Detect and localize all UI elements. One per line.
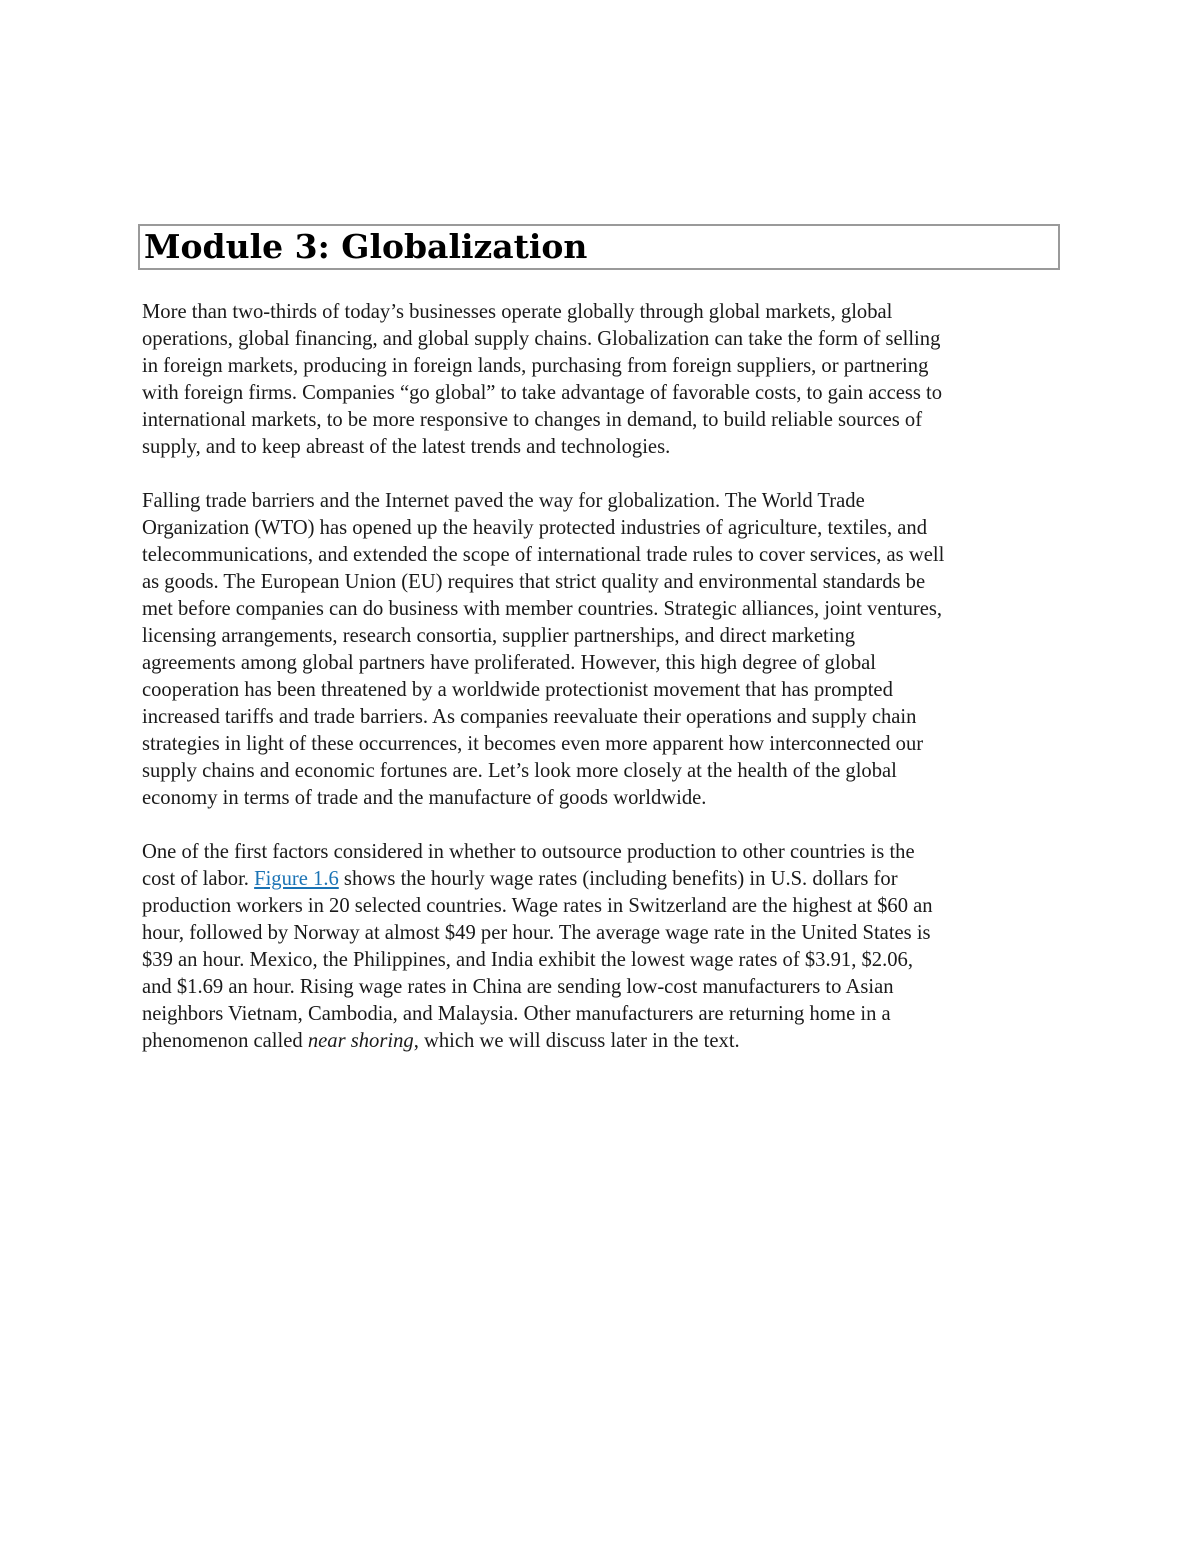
text-line: More than two-thirds of today’s businesses operate globally through global markets, global <box>142 301 893 323</box>
title-box <box>138 224 1060 270</box>
text-line: cooperation has been threatened by a worldwide protectionist movement that has prompted <box>142 679 893 701</box>
text-line: supply chains and economic fortunes are. Let’s look more closely at the health of the global <box>142 760 897 782</box>
text-line <box>142 1028 1062 1055</box>
text-line: economy in terms of trade and the manufacture of goods worldwide. <box>142 787 707 809</box>
paragraph-labor-cost <box>142 839 1062 1055</box>
text-line: production workers in 20 selected countries. Wage rates in Switzerland are the highest at $60 an <box>142 895 933 917</box>
text-fragment: , which we will discuss later in the text. <box>413 1030 740 1052</box>
text-line: and $1.69 an hour. Rising wage rates in China are sending low-cost manufacturers to Asian <box>142 976 894 998</box>
text-line: strategies in light of these occurrences, it becomes even more apparent how interconnected our <box>142 733 924 755</box>
text-line: One of the first factors considered in whether to outsource production to other countries is the <box>142 841 915 863</box>
text-line <box>142 866 1062 893</box>
figure-link[interactable]: Figure 1.6 <box>254 868 339 890</box>
text-line: licensing arrangements, research consortia, supplier partnerships, and direct marketing <box>142 625 856 647</box>
text-line: telecommunications, and extended the scope of international trade rules to cover services, as well <box>142 544 945 566</box>
text-line: Falling trade barriers and the Internet paved the way for globalization. The World Trade <box>142 490 865 512</box>
text-line: increased tariffs and trade barriers. As companies reevaluate their operations and supply chain <box>142 706 917 728</box>
italic-term: near shoring <box>307 1030 414 1052</box>
text-line: supply, and to keep abreast of the latest trends and technologies. <box>142 436 671 458</box>
text-line: with foreign firms. Companies “go global” to take advantage of favorable costs, to gain access to <box>142 382 943 404</box>
text-line: operations, global financing, and global supply chains. Globalization can take the form of selling <box>142 328 941 350</box>
text-line: as goods. The European Union (EU) requires that strict quality and environmental standards be <box>142 571 926 593</box>
text-line: met before companies can do business with member countries. Strategic alliances, joint ventures, <box>142 598 943 620</box>
text-line: Organization (WTO) has opened up the heavily protected industries of agriculture, textiles, and <box>142 517 927 539</box>
text-line: in foreign markets, producing in foreign lands, purchasing from foreign suppliers, or partnering <box>142 355 929 377</box>
text-line: hour, followed by Norway at almost $49 per hour. The average wage rate in the United States is <box>142 922 931 944</box>
paragraph-intro <box>142 299 1062 461</box>
text-fragment: shows the hourly wage rates (including benefits) in U.S. dollars for <box>338 868 898 890</box>
text-line: $39 an hour. Mexico, the Philippines, and India exhibit the lowest wage rates of $3.91, $2.06, <box>142 949 913 971</box>
text-fragment: phenomenon called <box>142 1030 308 1052</box>
text-line: neighbors Vietnam, Cambodia, and Malaysia. Other manufacturers are returning home in a <box>142 1003 891 1025</box>
text-line: agreements among global partners have proliferated. However, this high degree of global <box>142 652 876 674</box>
page-title: Module 3: Globalization <box>144 227 588 266</box>
text-line: international markets, to be more responsive to changes in demand, to build reliable sources of <box>142 409 923 431</box>
paragraph-trade-barriers <box>142 488 1062 812</box>
text-fragment: cost of labor. <box>142 868 255 890</box>
document-body <box>142 299 1062 1082</box>
